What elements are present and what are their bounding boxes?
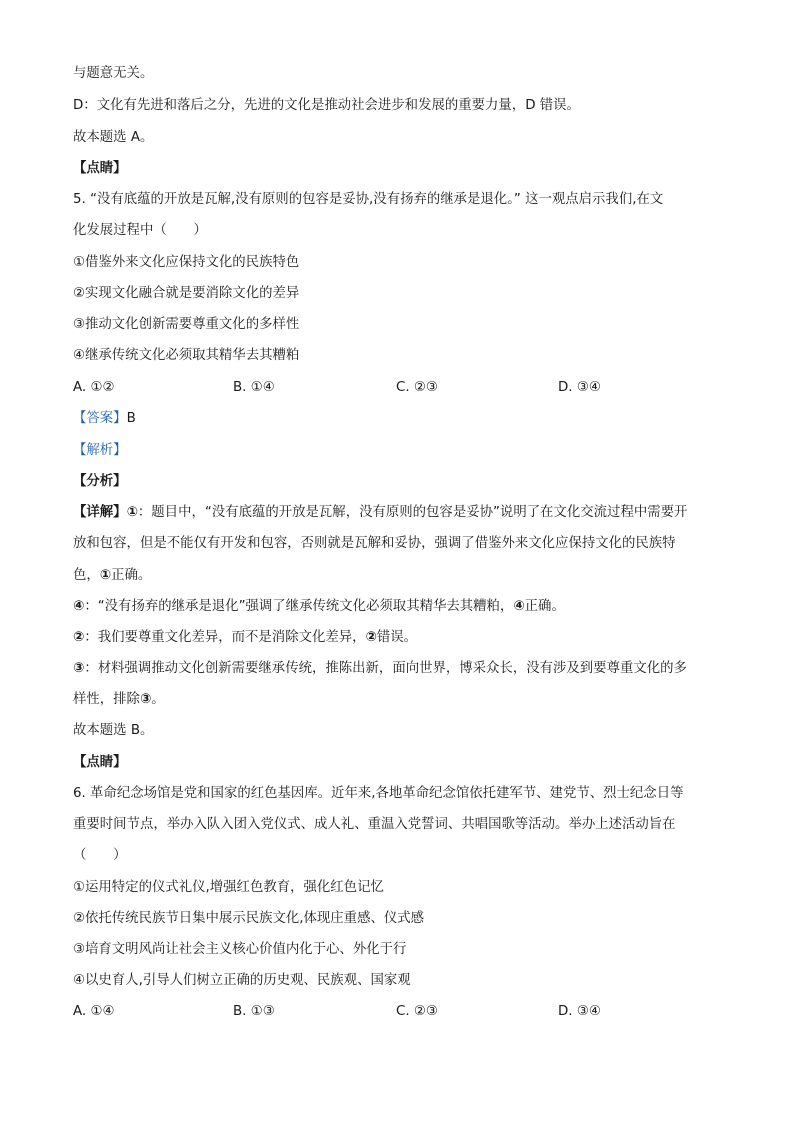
q5-item-3: ③推动文化创新需要尊重文化的多样性 xyxy=(73,317,300,332)
q5-answer-line xyxy=(73,409,136,429)
q5-d2-post: 错误。 xyxy=(376,630,418,645)
q6-stem-line-2: 重要时间节点，举办入队入团入党仪式、成人礼、重温入党誓词、共唱国歌等活动。举办上述活动旨在 xyxy=(73,817,676,832)
q6-option-b: B. ①③ xyxy=(233,1004,275,1019)
q5-fenxi-heading: 【分析】 xyxy=(73,474,127,489)
q5-answer-label: 【答案】 xyxy=(73,411,127,426)
q6-item-2: ②依托传统民族节日集中展示民族文化,体现庄重感、仪式感 xyxy=(73,911,425,926)
q5-stem-line-2: 化发展过程中（ ） xyxy=(73,223,207,238)
q5-option-d: D. ③④ xyxy=(558,380,601,395)
q5-detail-item-3 xyxy=(73,659,687,679)
q5-option-b: B. ①④ xyxy=(233,380,275,395)
q5-detail-item-4 xyxy=(73,597,565,617)
q5-detail3-post: 正确。 xyxy=(111,568,152,583)
q5-d3b-pre: 样性，排除 xyxy=(73,692,140,707)
q5-item-1: ①借鉴外来文化应保持文化的民族特色 xyxy=(73,255,300,270)
q5-detail-item-2 xyxy=(73,628,417,648)
q5-option-a: A. ①② xyxy=(73,380,115,395)
q5-conclusion: 故本题选 B。 xyxy=(73,723,154,738)
q6-option-c: C. ②③ xyxy=(396,1004,438,1019)
q5-detail-line-2: 放和包容，但是不能仅有开发和包容，否则就是瓦解和妥协，强调了借鉴外来文化应保持文化的民族特 xyxy=(73,536,676,551)
q5-d2-mark-2: ② xyxy=(365,630,377,645)
q6-option-a: A. ①④ xyxy=(73,1004,115,1019)
q5-detail-item-3-cont xyxy=(73,690,165,710)
prev-dianjing-heading: 【点睛】 xyxy=(73,161,127,176)
q5-d2-text: ：我们要尊重文化差异，而不是消除文化差异， xyxy=(84,630,366,645)
prev-option-d-explanation: D：文化有先进和落后之分，先进的文化是推动社会进步和发展的重要力量，D 错误。 xyxy=(73,98,580,113)
q6-item-4: ④以史育人,引导人们树立正确的历史观、民族观、国家观 xyxy=(73,973,411,988)
q5-detail-line-1 xyxy=(73,503,687,523)
q5-d3-text: ：材料强调推动文化创新需要继承传统，推陈出新，面向世界，博采众长，没有涉及到要尊重文化的多 xyxy=(84,661,687,676)
q5-item-4: ④继承传统文化必须取其精华去其糟粕 xyxy=(73,348,300,363)
q5-d3b-post: 。 xyxy=(151,692,165,707)
q5-option-c: C. ②③ xyxy=(396,380,438,395)
q5-detail-label: 【详解】 xyxy=(73,505,127,520)
q5-d2-mark: ② xyxy=(73,630,85,645)
q5-d4-post: 正确。 xyxy=(524,599,565,614)
q6-item-1: ①运用特定的仪式礼仪,增强红色教育，强化红色记忆 xyxy=(73,880,384,895)
q5-d4-mark: ④ xyxy=(73,599,85,614)
q5-stem-line-1: 5. “没有底蕴的开放是瓦解,没有原则的包容是妥协,没有扬弃的继承是退化。” 这一观点启示我们,在文 xyxy=(73,192,664,207)
q5-detail-mark: ① xyxy=(126,505,138,520)
q6-item-3: ③培育文明风尚让社会主义核心价值内化于心、外化于行 xyxy=(73,942,407,957)
prev-line-1: 与题意无关。 xyxy=(73,66,154,81)
q5-jiexi-heading: 【解析】 xyxy=(73,443,127,458)
q6-option-d: D. ③④ xyxy=(558,1004,601,1019)
q5-item-2: ②实现文化融合就是要消除文化的差异 xyxy=(73,286,300,301)
q5-dianjing-heading: 【点睛】 xyxy=(73,755,127,770)
q5-detail3-pre: 色， xyxy=(73,568,100,583)
q5-d4-mark-2: ④ xyxy=(513,599,525,614)
prev-conclusion: 故本题选 A。 xyxy=(73,130,154,145)
q5-d3-mark: ③ xyxy=(73,661,85,676)
q6-stem-line-1: 6. 革命纪念场馆是党和国家的红色基因库。近年来,各地革命纪念馆依托建军节、建党节、烈士纪念日等 xyxy=(73,786,684,801)
q6-stem-line-3: （ ） xyxy=(73,848,127,863)
q5-d4-text: ：“没有扬弃的继承是退化”强调了继承传统文化必须取其精华去其糟粕， xyxy=(84,599,514,614)
q5-d3b-mark: ③ xyxy=(139,692,152,707)
q5-detail-text-1: ：题目中，“没有底蕴的开放是瓦解，没有原则的包容是妥协”说明了在文化交流过程中需要开 xyxy=(137,505,688,520)
q5-detail3-mark: ① xyxy=(99,568,112,583)
q5-answer-value: B xyxy=(126,411,136,426)
q5-detail-line-3 xyxy=(73,566,151,586)
